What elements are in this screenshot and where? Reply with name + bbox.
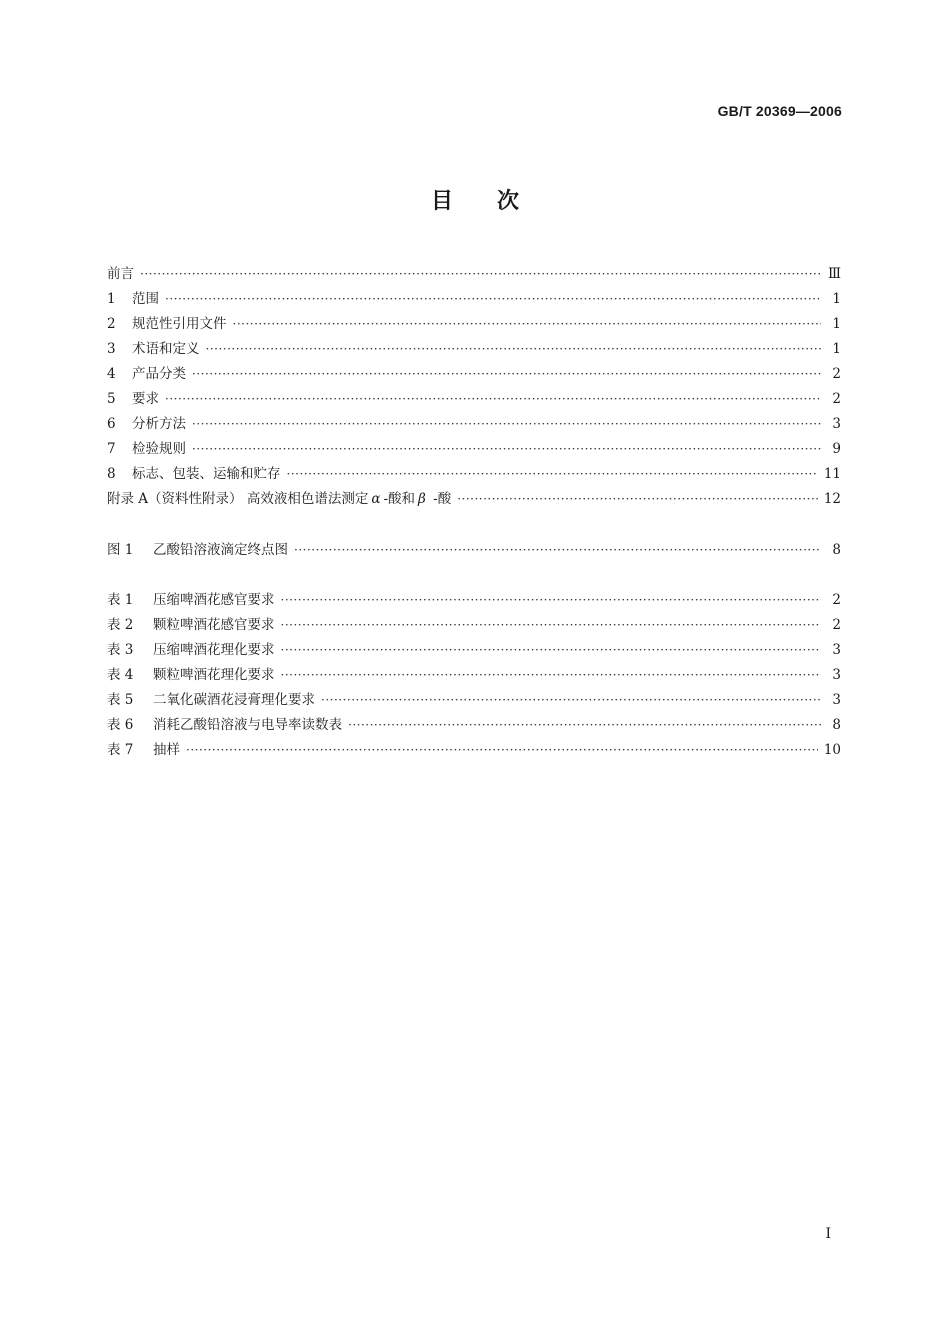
toc-table-2[interactable] — [107, 613, 841, 638]
toc-table-label: 压缩啤酒花感官要求 — [153, 592, 275, 608]
toc-entry-page: 11 — [823, 466, 841, 482]
toc-table-6[interactable] — [107, 713, 841, 738]
toc-entry-foreword[interactable] — [107, 262, 841, 287]
toc-entry-number: 7 — [107, 441, 116, 457]
toc-entry-label: 前言 — [107, 266, 134, 282]
toc-entry-number: 8 — [107, 466, 116, 482]
toc-entry-scope[interactable] — [107, 287, 841, 312]
beta-symbol: β — [418, 491, 426, 507]
toc-table-3[interactable] — [107, 638, 841, 663]
toc-entry-label: 规范性引用文件 — [132, 316, 227, 332]
toc-entry-terms-definitions[interactable] — [107, 337, 841, 362]
page-title: 目次 — [430, 189, 563, 214]
toc-table-page: 10 — [823, 742, 841, 758]
toc-entry-number: 1 — [107, 291, 116, 307]
toc-entry-classification[interactable] — [107, 362, 841, 387]
toc-table-number: 表 2 — [107, 617, 134, 633]
toc-table-label: 颗粒啤酒花感官要求 — [153, 617, 275, 633]
toc-table-5[interactable] — [107, 688, 841, 713]
toc-table-4[interactable] — [107, 663, 841, 688]
toc-entry-page: 3 — [832, 416, 841, 432]
toc-entry-page: 9 — [832, 441, 841, 457]
toc-leader — [165, 387, 821, 412]
toc-entry-label: 产品分类 — [132, 366, 186, 382]
annex-label-mid: -酸和 — [383, 491, 416, 507]
toc-leader — [281, 613, 822, 638]
toc-figure-label: 乙酸铅溶液滴定终点图 — [153, 542, 288, 558]
toc-table-page: 3 — [832, 692, 841, 708]
toc-leader — [294, 538, 821, 563]
toc-leader — [281, 663, 822, 688]
toc-entry-label: 标志、包装、运输和贮存 — [132, 466, 281, 482]
toc-main-list — [107, 262, 841, 512]
toc-leader — [186, 738, 818, 763]
toc-leader — [281, 588, 822, 613]
toc-entry-label: 检验规则 — [132, 441, 186, 457]
toc-table-number: 表 3 — [107, 642, 134, 658]
toc-table-number: 表 4 — [107, 667, 134, 683]
toc-entry-page: 1 — [832, 341, 841, 357]
toc-figure-1[interactable] — [107, 538, 841, 563]
toc-figure-page: 8 — [832, 542, 841, 558]
toc-entry-label — [107, 487, 457, 512]
toc-table-label: 颗粒啤酒花理化要求 — [153, 667, 275, 683]
toc-entry-label: 范围 — [132, 291, 159, 307]
toc-entry-analysis-methods[interactable] — [107, 412, 841, 437]
toc-entry-requirements[interactable] — [107, 387, 841, 412]
alpha-symbol: α — [371, 491, 381, 507]
toc-entry-page: 1 — [832, 316, 841, 332]
toc-table-label: 二氧化碳酒花浸膏理化要求 — [153, 692, 315, 708]
toc-table-page: 8 — [832, 717, 841, 733]
toc-figures-list — [107, 538, 841, 563]
page-number: I — [825, 1226, 831, 1242]
toc-table-page: 3 — [832, 642, 841, 658]
toc-leader — [165, 287, 821, 312]
toc-table-page: 2 — [832, 592, 841, 608]
toc-leader — [287, 462, 818, 487]
toc-leader — [281, 638, 822, 663]
toc-leader — [192, 437, 821, 462]
toc-entry-number: 5 — [107, 391, 116, 407]
toc-table-label: 压缩啤酒花理化要求 — [153, 642, 275, 658]
toc-leader — [192, 362, 821, 387]
toc-leader — [321, 688, 821, 713]
toc-leader — [206, 337, 822, 362]
toc-table-label: 抽样 — [153, 742, 180, 758]
annex-label-suffix: -酸 — [428, 491, 452, 507]
toc-table-label: 消耗乙酸铅溶液与电导率读数表 — [153, 717, 342, 733]
toc-entry-number: 2 — [107, 316, 116, 332]
toc-entry-label: 要求 — [132, 391, 159, 407]
toc-tables-list — [107, 588, 841, 763]
toc-entry-label: 分析方法 — [132, 416, 186, 432]
toc-entry-marking-packaging[interactable] — [107, 462, 841, 487]
toc-table-number: 表 5 — [107, 692, 134, 708]
toc-entry-page: 2 — [832, 366, 841, 382]
standard-number: GB/T 20369—2006 — [717, 103, 842, 119]
toc-entry-label: 术语和定义 — [132, 341, 200, 357]
toc-figure-number: 图 1 — [107, 542, 134, 558]
toc-entry-number: 4 — [107, 366, 116, 382]
annex-label-prefix: 附录 A（资料性附录） 高效液相色谱法测定 — [107, 491, 369, 507]
toc-entry-page: Ⅲ — [827, 266, 841, 282]
toc-table-1[interactable] — [107, 588, 841, 613]
toc-table-number: 表 1 — [107, 592, 134, 608]
toc-table-page: 3 — [832, 667, 841, 683]
toc-leader — [348, 713, 821, 738]
toc-table-page: 2 — [832, 617, 841, 633]
toc-leader — [457, 487, 818, 512]
toc-leader — [233, 312, 822, 337]
toc-table-number: 表 6 — [107, 717, 134, 733]
toc-table-7[interactable] — [107, 738, 841, 763]
toc-entry-inspection-rules[interactable] — [107, 437, 841, 462]
toc-leader — [140, 262, 821, 287]
toc-entry-page: 2 — [832, 391, 841, 407]
toc-leader — [192, 412, 821, 437]
toc-table-number: 表 7 — [107, 742, 134, 758]
toc-entry-number: 3 — [107, 341, 116, 357]
toc-entry-page: 1 — [832, 291, 841, 307]
toc-entry-number: 6 — [107, 416, 116, 432]
toc-entry-page: 12 — [823, 491, 841, 507]
toc-entry-normative-references[interactable] — [107, 312, 841, 337]
toc-entry-annex-a[interactable] — [107, 487, 841, 512]
